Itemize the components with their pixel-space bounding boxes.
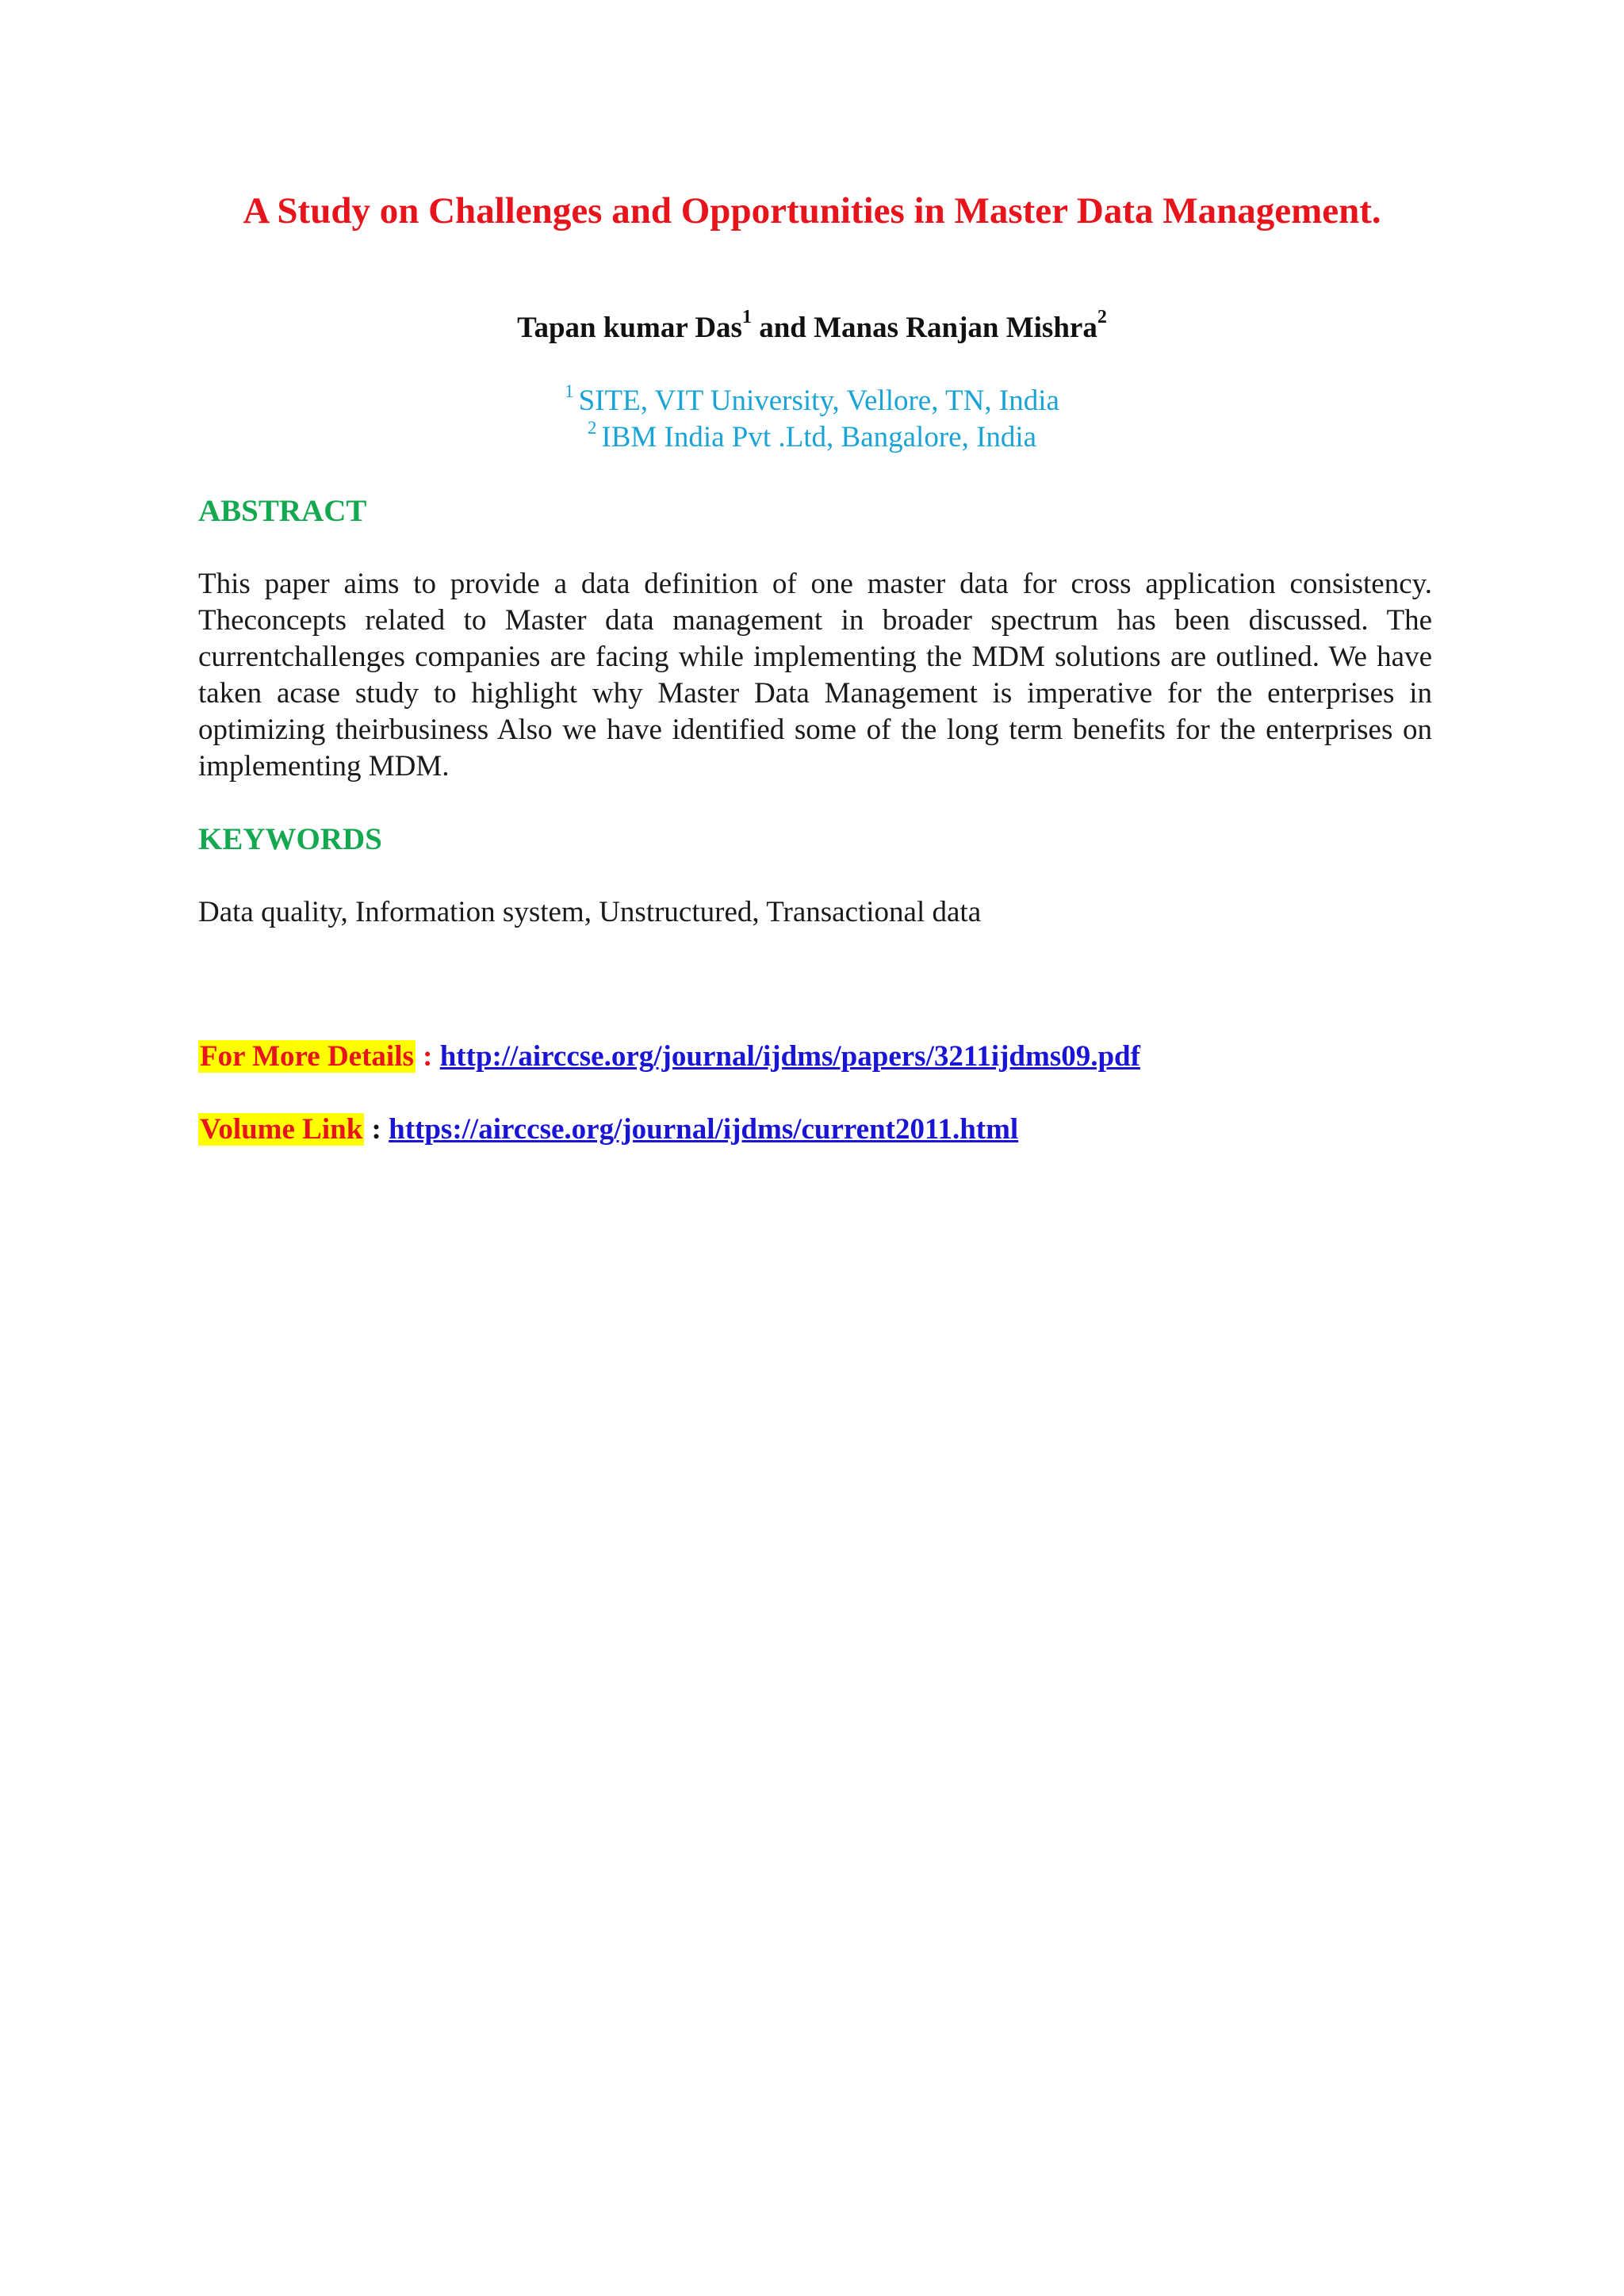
more-details-row <box>198 1039 1140 1075</box>
affiliation-1-text: SITE, VIT University, Vellore, TN, India <box>578 385 1059 417</box>
volume-page-link[interactable]: https://airccse.org/journal/ijdms/current2011.html <box>389 1113 1019 1146</box>
volume-link-separator: : <box>371 1113 381 1146</box>
affiliation-2-superscript: 2 <box>587 418 597 438</box>
keywords-heading: KEYWORDS <box>198 822 382 856</box>
affiliation-1 <box>0 381 1624 419</box>
keywords-text: Data quality, Information system, Unstructured, Transactional data <box>198 896 982 928</box>
affiliation-2-text: IBM India Pvt .Ltd, Bangalore, India <box>601 421 1037 453</box>
author-1-superscript: 1 <box>741 307 752 327</box>
volume-link-label: Volume Link <box>200 1113 363 1146</box>
volume-link-row <box>198 1112 1018 1148</box>
author-line <box>0 307 1624 346</box>
abstract-text: This paper aims to provide a data definition of one master data for cross application consistency. Theconcepts related to Master data management in broader spectrum has been discussed. The currentchallenges companies are facing while implementing the MDM solutions are outlined. We have taken acase study to highlight why Master Data Management is imperative for the enterprises in optimizing theirbusiness Also we have identified some of the long term benefits for the enterprises on implementing MDM. <box>198 568 1432 783</box>
author-1-name: Tapan kumar Das <box>517 312 742 344</box>
more-details-label: For More Details <box>200 1040 414 1073</box>
author-2-superscript: 2 <box>1097 307 1107 327</box>
affiliation-1-superscript: 1 <box>565 381 574 401</box>
abstract-heading: ABSTRACT <box>198 494 367 528</box>
more-details-separator: : <box>423 1040 433 1073</box>
author-2-name: Manas Ranjan Mishra <box>814 312 1097 344</box>
author-conjunction: and <box>759 312 806 344</box>
paper-pdf-link[interactable]: http://airccse.org/journal/ijdms/papers/3211ijdms09.pdf <box>439 1040 1140 1073</box>
paper-title: A Study on Challenges and Opportunities in Master Data Management. <box>243 190 1381 232</box>
affiliation-2 <box>0 420 1624 455</box>
